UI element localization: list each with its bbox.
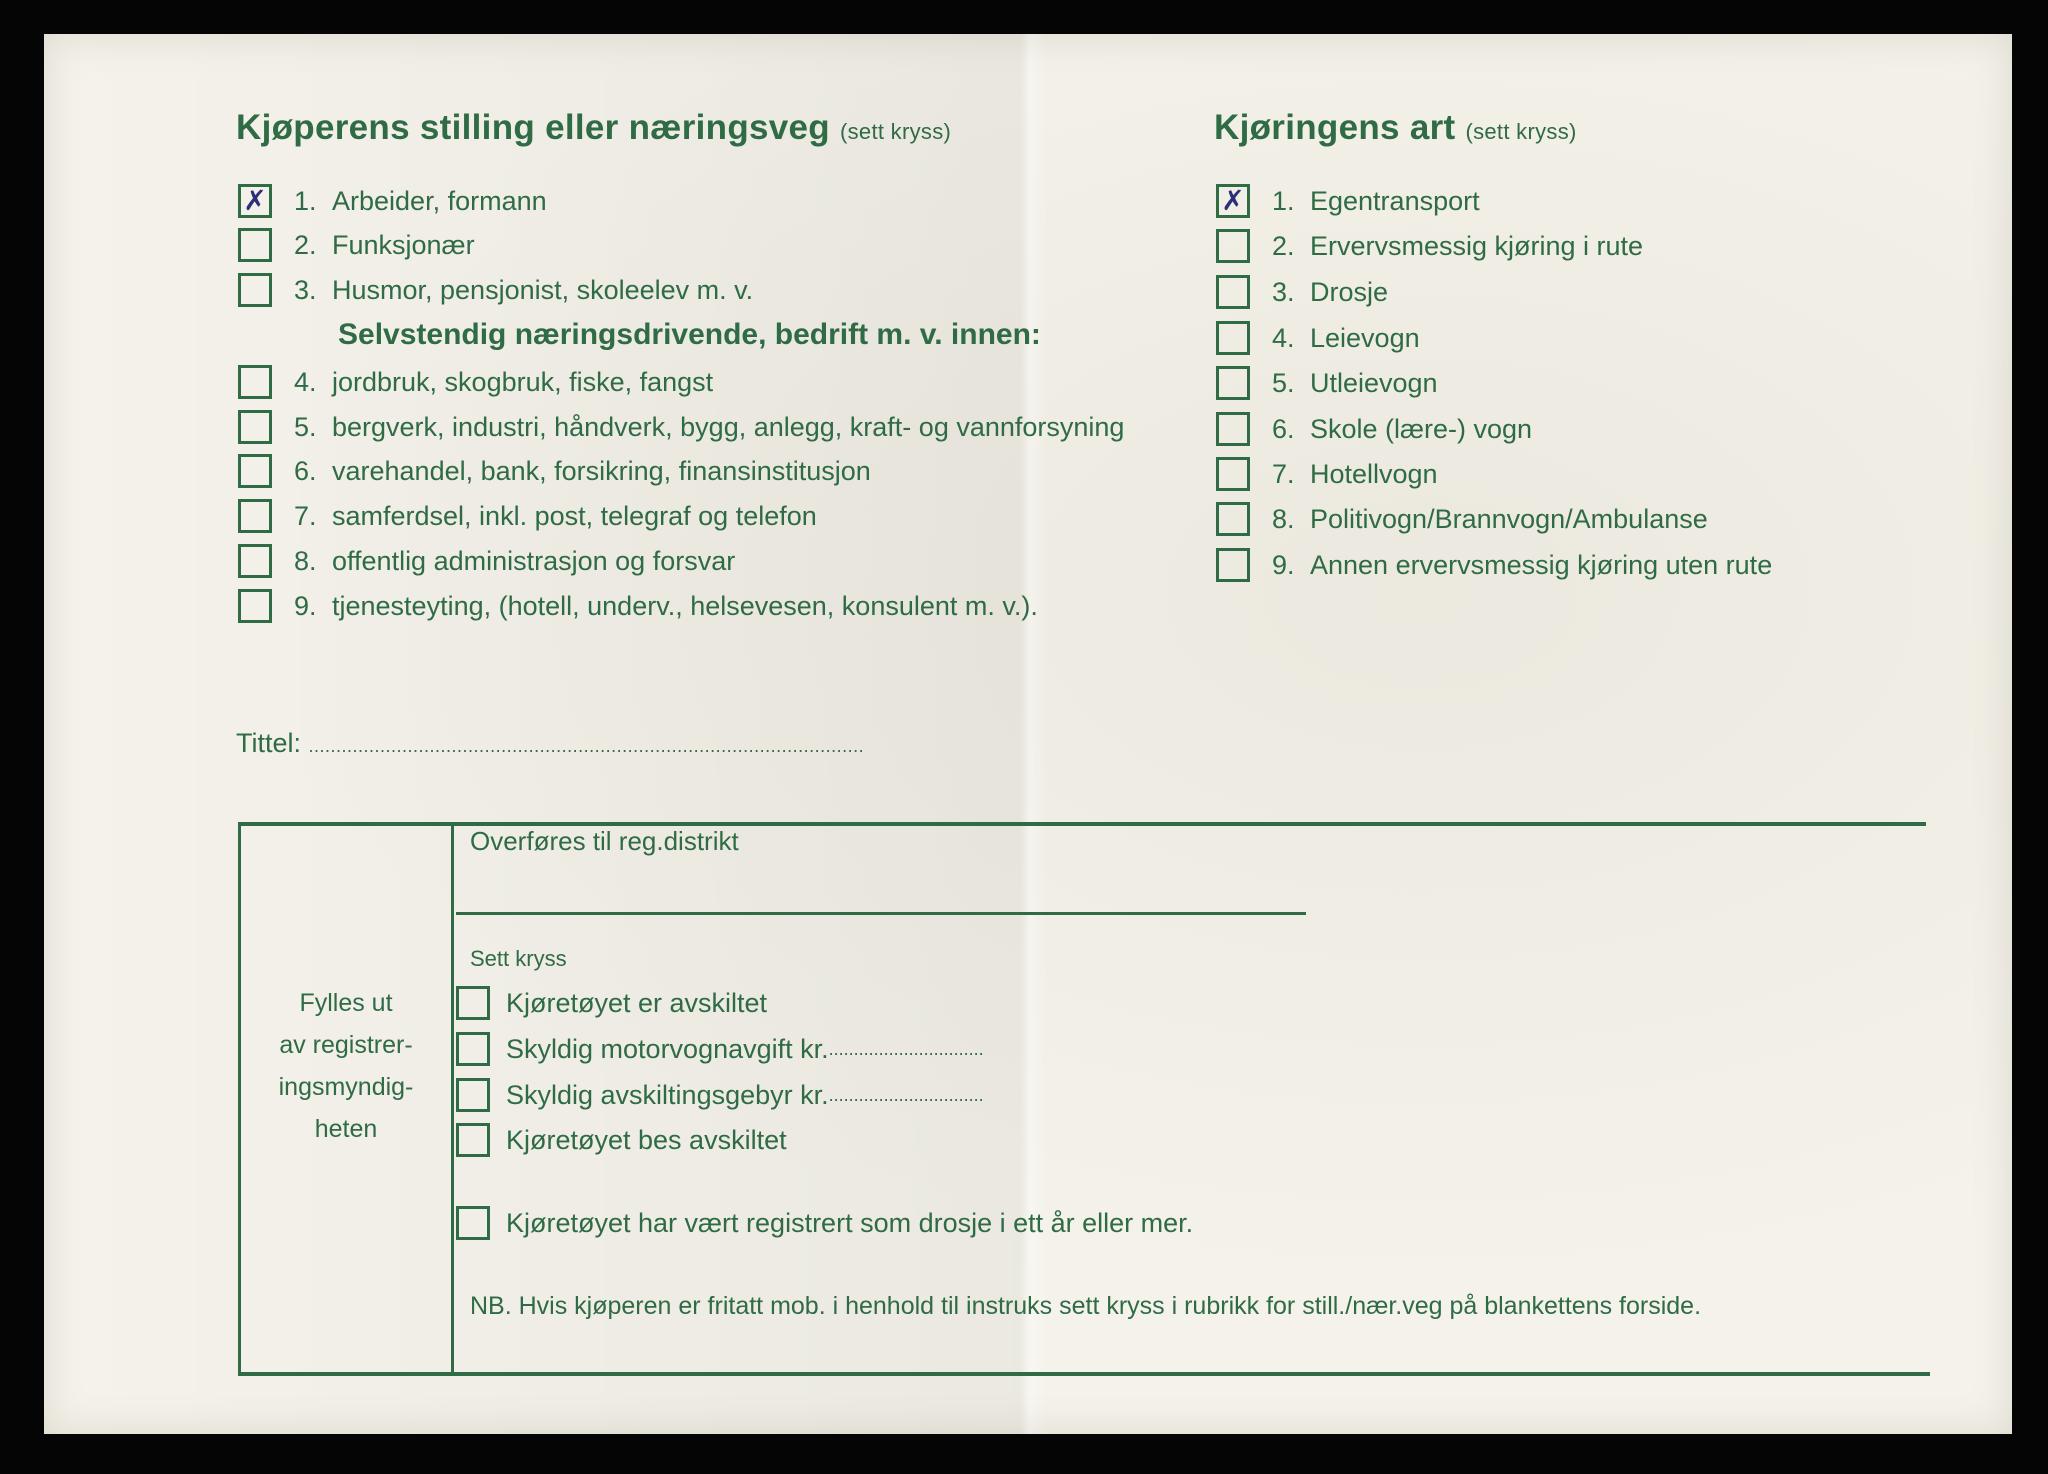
registration-check-dots[interactable]: ............................... <box>828 1039 984 1059</box>
occupation-checkbox-3[interactable] <box>238 273 272 307</box>
transfer-district-input-line[interactable] <box>456 912 1306 915</box>
occupation-option-7[interactable] <box>238 499 817 533</box>
registration-check-1[interactable] <box>456 986 767 1020</box>
occupation-label: bergverk, industri, håndverk, bygg, anlegg, kraft- og vannforsyning <box>332 412 1125 442</box>
driving-option-6[interactable] <box>1216 412 1532 446</box>
occupation-label: tjenesteyting, (hotell, underv., helsevesen, konsulent m. v.). <box>332 591 1038 621</box>
buyer-occupation-heading <box>236 108 951 148</box>
driving-checkbox-5[interactable] <box>1216 366 1250 400</box>
driving-checkbox-6[interactable] <box>1216 412 1250 446</box>
occupation-option-5[interactable] <box>238 410 1124 444</box>
occupation-label: Arbeider, formann <box>332 186 547 216</box>
registration-check-3[interactable] <box>456 1078 984 1112</box>
driving-number: 7. <box>1272 459 1295 489</box>
driving-option-9[interactable] <box>1216 548 1772 582</box>
occupation-checkbox-4[interactable] <box>238 365 272 399</box>
driving-label: Skole (lære-) vogn <box>1310 414 1533 444</box>
occupation-checkbox-7[interactable] <box>238 499 272 533</box>
driving-option-4[interactable] <box>1216 321 1420 355</box>
occupation-option-6[interactable] <box>238 454 871 488</box>
driving-checkbox-2[interactable] <box>1216 229 1250 263</box>
registration-check-dots[interactable]: ............................... <box>828 1085 984 1105</box>
registration-label-line: Fylles ut <box>299 989 393 1017</box>
occupation-label: Husmor, pensjonist, skoleelev m. v. <box>332 275 754 305</box>
buyer-occupation-hint: (sett kryss) <box>839 119 952 144</box>
occupation-number: 8. <box>294 546 317 576</box>
occupation-number: 1. <box>294 186 317 216</box>
drosje-check-label: Kjøretøyet har vært registrert som drosje i ett år eller mer. <box>506 1208 1194 1238</box>
driving-label: Egentransport <box>1310 186 1480 216</box>
registration-check-label: Kjøretøyet er avskiltet <box>506 988 768 1018</box>
driving-type-heading-text: Kjøringens art <box>1214 108 1456 147</box>
registration-check-label: Kjøretøyet bes avskiltet <box>506 1125 787 1155</box>
occupation-checkbox-1[interactable]: ✗ <box>238 184 272 218</box>
nb-note: NB. Hvis kjøperen er fritatt mob. i henhold til instruks sett kryss i rubrikk for still./nær.veg på blankettens forside. <box>470 1292 1702 1320</box>
driving-label: Leievogn <box>1310 323 1420 353</box>
occupation-checkbox-6[interactable] <box>238 454 272 488</box>
occupation-checkbox-2[interactable] <box>238 228 272 262</box>
check-instruction: Sett kryss <box>470 946 567 971</box>
driving-checkbox-4[interactable] <box>1216 321 1250 355</box>
driving-label: Hotellvogn <box>1310 459 1438 489</box>
driving-number: 6. <box>1272 414 1295 444</box>
driving-option-2[interactable] <box>1216 229 1643 263</box>
driving-checkbox-9[interactable] <box>1216 548 1250 582</box>
transfer-district-label: Overføres til reg.distrikt <box>470 826 739 856</box>
driving-number: 4. <box>1272 323 1295 353</box>
occupation-label: offentlig administrasjon og forsvar <box>332 546 736 576</box>
occupation-option-2[interactable] <box>238 228 475 262</box>
driving-option-7[interactable] <box>1216 457 1438 491</box>
registration-label-line: av registrer- <box>279 1031 413 1059</box>
title-field[interactable] <box>236 728 864 759</box>
registration-checkbox-2[interactable] <box>456 1032 490 1066</box>
registration-check-label: Skyldig avskiltingsgebyr kr. <box>506 1080 829 1110</box>
occupation-label: Funksjonær <box>332 230 475 260</box>
driving-label: Utleievogn <box>1310 368 1438 398</box>
occupation-option-3[interactable] <box>238 273 753 307</box>
registration-box-left-border <box>238 822 241 1374</box>
title-label: Tittel: <box>236 728 302 758</box>
driving-label: Politivogn/Brannvogn/Ambulanse <box>1310 504 1708 534</box>
driving-number: 1. <box>1272 186 1295 216</box>
driving-checkbox-8[interactable] <box>1216 502 1250 536</box>
registration-authority-label <box>250 982 442 1150</box>
occupation-option-4[interactable] <box>238 365 713 399</box>
occupation-number: 5. <box>294 412 317 442</box>
occupation-option-9[interactable] <box>238 589 1038 623</box>
occupation-option-8[interactable] <box>238 544 735 578</box>
occupation-number: 6. <box>294 456 317 486</box>
occupation-label: varehandel, bank, forsikring, finansinstitusjon <box>332 456 871 486</box>
registration-checkbox-3[interactable] <box>456 1078 490 1112</box>
occupation-checkbox-8[interactable] <box>238 544 272 578</box>
driving-type-hint: (sett kryss) <box>1465 119 1577 144</box>
occupation-number: 2. <box>294 230 317 260</box>
driving-label: Annen ervervsmessig kjøring uten rute <box>1310 550 1773 580</box>
driving-checkbox-1[interactable]: ✗ <box>1216 184 1250 218</box>
driving-type-heading <box>1214 108 1577 148</box>
registration-check-label: Skyldig motorvognavgift kr. <box>506 1034 829 1064</box>
driving-number: 2. <box>1272 231 1295 261</box>
title-dotted-line[interactable]: ..................................................................................................... <box>308 736 865 756</box>
registration-label-line: heten <box>314 1115 378 1143</box>
drosje-checkbox[interactable] <box>456 1206 490 1240</box>
driving-checkbox-7[interactable] <box>1216 457 1250 491</box>
driving-number: 9. <box>1272 550 1295 580</box>
registration-box-bottom-border <box>238 1372 1930 1376</box>
driving-number: 5. <box>1272 368 1295 398</box>
driving-label: Ervervsmessig kjøring i rute <box>1310 231 1644 261</box>
driving-checkbox-3[interactable] <box>1216 275 1250 309</box>
occupation-option-1[interactable] <box>238 184 547 218</box>
occupation-number: 9. <box>294 591 317 621</box>
driving-label: Drosje <box>1310 277 1389 307</box>
occupation-checkbox-5[interactable] <box>238 410 272 444</box>
occupation-label: jordbruk, skogbruk, fiske, fangst <box>332 367 714 397</box>
driving-option-8[interactable] <box>1216 502 1708 536</box>
registration-box-divider <box>451 822 454 1372</box>
driving-number: 8. <box>1272 504 1295 534</box>
registration-check-2[interactable] <box>456 1032 984 1066</box>
occupation-number: 3. <box>294 275 317 305</box>
occupation-number: 7. <box>294 501 317 531</box>
registration-label-line: ingsmyndig- <box>278 1073 414 1101</box>
occupation-checkbox-9[interactable] <box>238 589 272 623</box>
driving-option-3[interactable] <box>1216 275 1388 309</box>
registration-checkbox-4[interactable] <box>456 1123 490 1157</box>
driving-number: 3. <box>1272 277 1295 307</box>
occupation-label: samferdsel, inkl. post, telegraf og telefon <box>332 501 817 531</box>
buyer-occupation-heading-text: Kjøperens stilling eller næringsveg <box>236 108 830 147</box>
self-employed-subheading: Selvstendig næringsdrivende, bedrift m. v. innen: <box>338 318 1041 351</box>
occupation-number: 4. <box>294 367 317 397</box>
driving-option-5[interactable] <box>1216 366 1438 400</box>
registration-checkbox-1[interactable] <box>456 986 490 1020</box>
driving-option-1[interactable] <box>1216 184 1480 218</box>
registration-check-4[interactable] <box>456 1123 787 1157</box>
drosje-check[interactable] <box>456 1206 1193 1240</box>
